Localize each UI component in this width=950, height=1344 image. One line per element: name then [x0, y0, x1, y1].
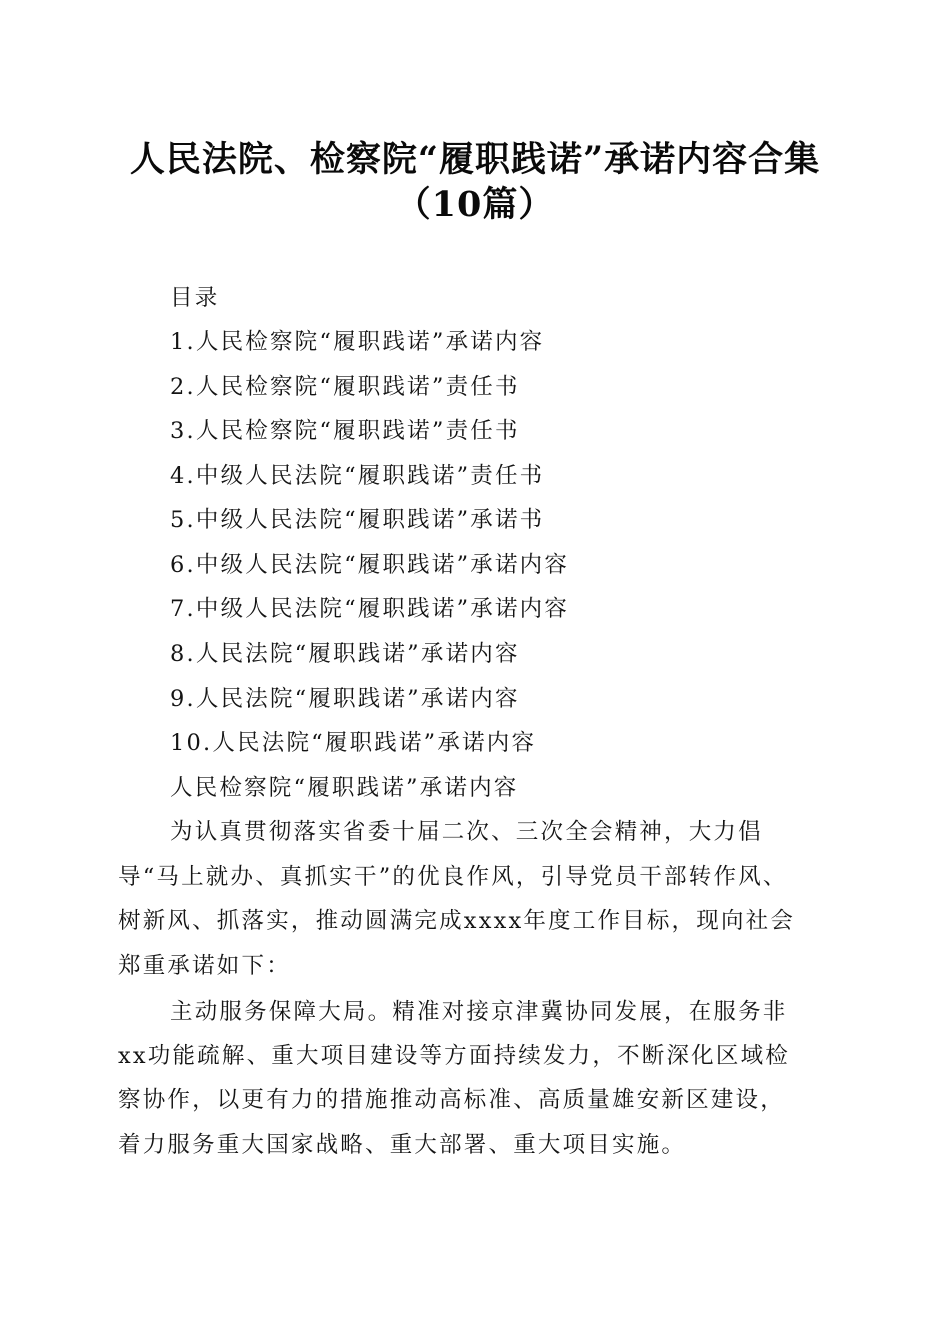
toc-item-4: 4.中级人民法院“履职践诺”责任书	[170, 463, 545, 489]
toc-item-7: 7.中级人民法院“履职践诺”承诺内容	[170, 596, 570, 622]
toc-item-3: 3.人民检察院“履职践诺”责任书	[170, 418, 520, 444]
paragraph-2-line-1: 主动服务保障大局。精准对接京津冀协同发展，在服务非	[170, 999, 788, 1025]
paragraph-2-line-4: 着力服务重大国家战略、重大部署、重大项目实施。	[118, 1132, 687, 1158]
document-title: 人民法院、检察院“履职践诺”承诺内容合集	[129, 139, 821, 180]
paragraph-1-line-2: 导“马上就办、真抓实干”的优良作风，引导党员干部转作风、	[118, 864, 788, 890]
toc-heading: 目录	[170, 285, 220, 311]
toc-item-1: 1.人民检察院“履职践诺”承诺内容	[170, 329, 545, 355]
toc-item-6: 6.中级人民法院“履职践诺”承诺内容	[170, 552, 570, 578]
paragraph-2-line-3: 察协作，以更有力的措施推动高标准、高质量雄安新区建设，	[118, 1087, 785, 1113]
document-subtitle: （10篇）	[395, 184, 555, 225]
toc-item-5: 5.中级人民法院“履职践诺”承诺书	[170, 507, 545, 533]
toc-item-9: 9.人民法院“履职践诺”承诺内容	[170, 686, 520, 712]
toc-item-2: 2.人民检察院“履职践诺”责任书	[170, 374, 520, 400]
section-heading: 人民检察院“履职践诺”承诺内容	[170, 775, 519, 801]
paragraph-2-line-2: xx功能疏解、重大项目建设等方面持续发力，不断深化区域检	[118, 1043, 790, 1069]
paragraph-1-line-4: 郑重承诺如下：	[118, 953, 291, 979]
toc-item-10: 10.人民法院“履职践诺”承诺内容	[170, 730, 537, 756]
toc-item-8: 8.人民法院“履职践诺”承诺内容	[170, 641, 520, 667]
paragraph-1-line-1: 为认真贯彻落实省委十届二次、三次全会精神，大力倡	[170, 819, 763, 845]
paragraph-1-line-3: 树新风、抓落实，推动圆满完成xxxx年度工作目标，现向社会	[118, 908, 796, 934]
